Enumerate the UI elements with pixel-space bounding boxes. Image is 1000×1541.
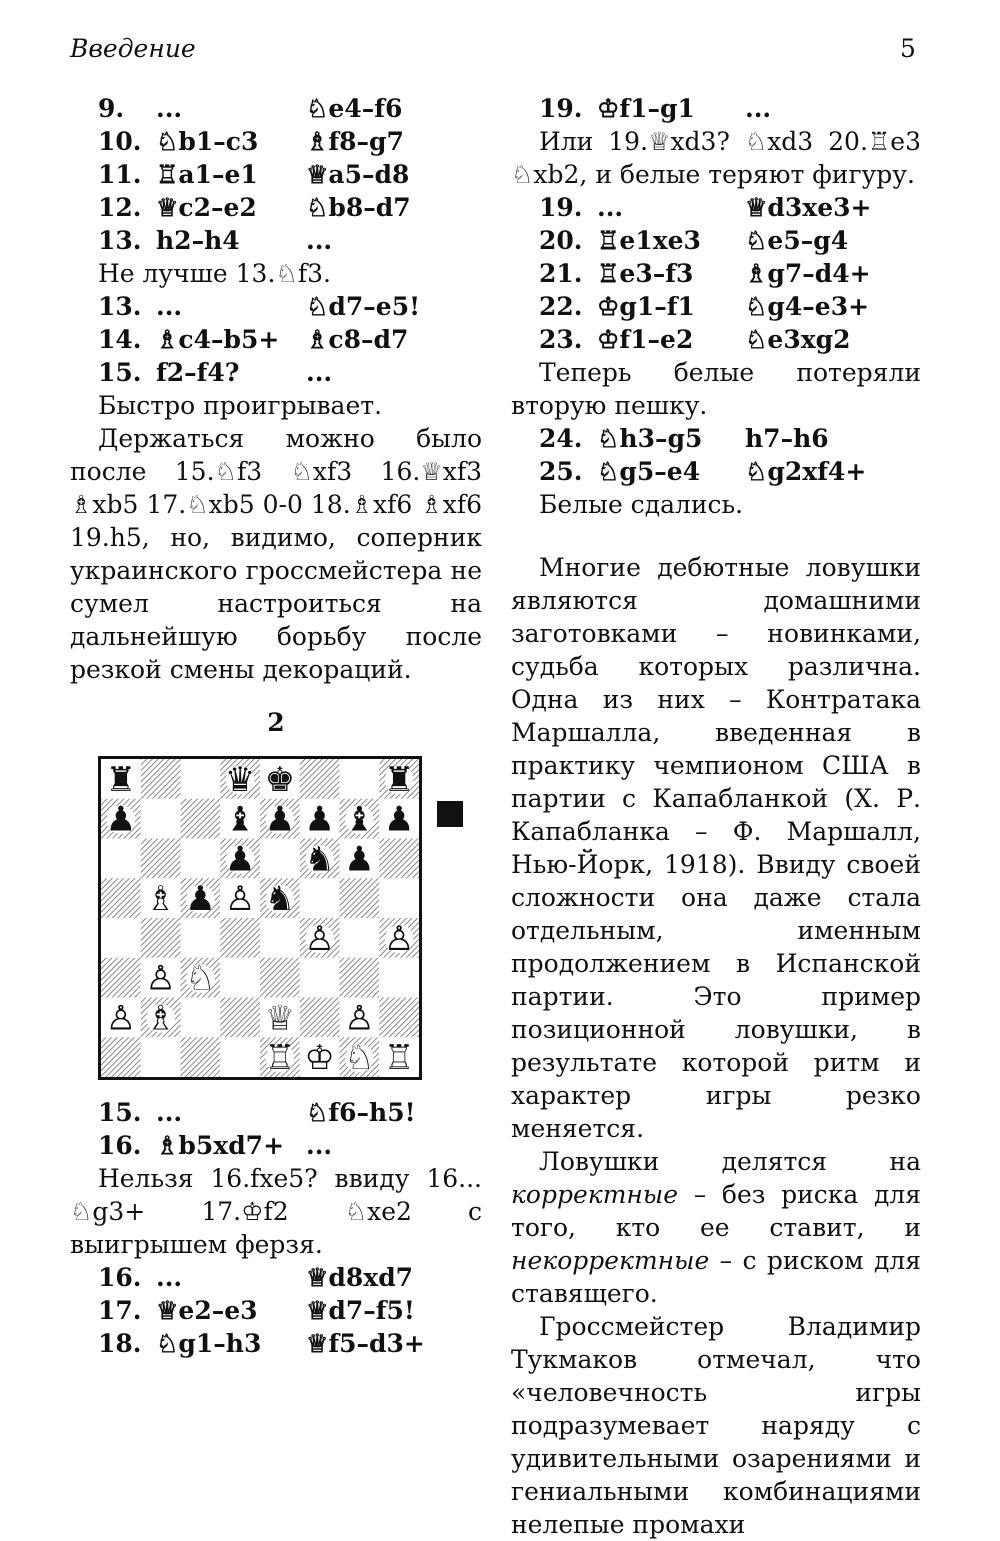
chess-piece-g7: ♝ (344, 799, 375, 840)
light-square (260, 839, 300, 879)
move-row (511, 224, 921, 257)
move-list (70, 1096, 482, 1162)
chess-piece-g6: ♟ (344, 839, 375, 880)
chess-piece-e7: ♟ (264, 799, 296, 840)
move-list (70, 290, 482, 389)
light-square (260, 918, 300, 958)
white-move: ♔g1–f1 (597, 292, 695, 321)
move-number: 11. (98, 160, 142, 189)
text-run: – с риском для ставящего. (511, 1246, 921, 1308)
annotation-text: Белые сдались. (539, 490, 744, 519)
move-row (70, 1261, 482, 1294)
move-number: 12. (98, 193, 142, 222)
move-row (511, 455, 921, 488)
dark-square (379, 998, 419, 1038)
move-number: 16. (98, 1131, 142, 1160)
move-number: 19. (539, 193, 583, 222)
body-paragraph: Гроссмейстер Владимир Тукмаков отмечал, что «человечность игры подразумевает наряду с удивительными озарениями и гениальными комбинациями нелепые промахи (511, 1312, 921, 1539)
chess-piece-c3: ♘ (185, 958, 216, 999)
white-move: ♗b5xd7+ (156, 1131, 285, 1160)
black-move: ♘e4–f6 (306, 94, 403, 123)
dark-square (300, 998, 340, 1038)
move-row (70, 356, 482, 389)
light-square (300, 878, 340, 918)
move-number: 17. (98, 1296, 142, 1325)
move-row (70, 1327, 482, 1360)
chess-piece-f6: ♞ (304, 839, 335, 880)
light-square (220, 958, 260, 998)
annotation-text: Теперь белые потеряли вторую пешку. (511, 358, 921, 420)
text-run: Ловушки делятся на (539, 1147, 921, 1176)
chess-board (98, 756, 422, 1080)
light-square (340, 918, 380, 958)
white-move: ♘b1–c3 (156, 127, 259, 156)
white-move: ... (156, 94, 183, 123)
page-number: 5 (900, 34, 916, 63)
white-move: ♘g5–e4 (597, 457, 701, 486)
annotation-text: Быстро проигрывает. (98, 391, 383, 420)
light-square (340, 759, 380, 799)
light-square (101, 839, 141, 879)
white-move: ♕e2–e3 (156, 1296, 258, 1325)
black-move: ♕f5–d3+ (306, 1329, 425, 1358)
dark-square (260, 958, 300, 998)
white-move: h2–h4 (156, 226, 240, 255)
move-row (511, 290, 921, 323)
move-row (70, 125, 482, 158)
move-number: 10. (98, 127, 142, 156)
move-row (70, 1294, 482, 1327)
running-header: Введение (70, 34, 196, 63)
move-number: 23. (539, 325, 583, 354)
move-number: 14. (98, 325, 142, 354)
chess-piece-b5: ♗ (145, 879, 176, 920)
move-number: 15. (98, 358, 142, 387)
white-move: ♘h3–g5 (597, 424, 703, 453)
move-row (70, 323, 482, 356)
chess-piece-e8: ♚ (264, 759, 296, 800)
black-move: ♗f8–g7 (306, 127, 404, 156)
white-move: f2–f4? (156, 358, 240, 387)
light-square (181, 998, 221, 1038)
chess-board-svg (101, 759, 419, 1077)
chess-piece-d5: ♙ (224, 879, 256, 920)
chess-piece-a7: ♟ (105, 799, 137, 840)
move-list (511, 422, 921, 488)
chess-piece-d8: ♛ (224, 759, 256, 800)
black-to-move-marker (437, 801, 463, 827)
move-number: 25. (539, 457, 583, 486)
white-move: ♔f1–g1 (597, 94, 695, 123)
white-move: ♕c2–e2 (156, 193, 257, 222)
move-list (511, 92, 921, 125)
chess-piece-b3: ♙ (145, 958, 176, 999)
chess-piece-e1: ♖ (264, 1038, 296, 1079)
move-list (70, 1261, 482, 1360)
move-number: 18. (98, 1329, 142, 1358)
white-move: ... (156, 292, 183, 321)
dark-square (220, 998, 260, 1038)
chess-piece-d6: ♟ (224, 839, 256, 880)
text-run: – без риска для того, кто ее ставит, и (511, 1180, 921, 1242)
left-column (70, 92, 482, 1360)
chess-piece-e5: ♞ (264, 879, 296, 920)
body-paragraph (511, 1145, 921, 1310)
chess-piece-d7: ♝ (224, 799, 256, 840)
black-move: ♕d3xe3+ (745, 193, 872, 222)
move-row (70, 1129, 482, 1162)
light-square (141, 1037, 181, 1077)
chess-piece-c5: ♟ (185, 879, 216, 920)
move-list (70, 92, 482, 257)
white-move: ♗c4–b5+ (156, 325, 280, 354)
light-square (181, 918, 221, 958)
black-move: ♘d7–e5! (306, 292, 421, 321)
move-number: 21. (539, 259, 583, 288)
white-move: ♖e1xe3 (597, 226, 701, 255)
italic-term: некорректные (511, 1246, 710, 1275)
dark-square (101, 1037, 141, 1077)
move-row (70, 290, 482, 323)
white-move: ♔f1–e2 (597, 325, 694, 354)
black-move: ♕d7–f5! (306, 1296, 415, 1325)
black-move: ♕d8xd7 (306, 1263, 414, 1292)
move-number: 13. (98, 292, 142, 321)
black-move: ... (745, 94, 772, 123)
light-square (181, 759, 221, 799)
chess-piece-h8: ♜ (383, 759, 415, 800)
black-move: h7–h6 (745, 424, 829, 453)
black-move: ♗c8–d7 (306, 325, 409, 354)
annotation-text: Или 19.♕xd3? ♘xd3 20.♖e3 ♘xb2, и белые теряют фигуру. (511, 127, 921, 189)
light-square (220, 1037, 260, 1077)
chess-piece-g2: ♙ (344, 998, 375, 1039)
move-row (511, 323, 921, 356)
chess-piece-h1: ♖ (383, 1038, 415, 1079)
move-row (70, 191, 482, 224)
dark-square (340, 958, 380, 998)
white-move: ... (156, 1263, 183, 1292)
move-row (511, 422, 921, 455)
white-move: ♖a1–e1 (156, 160, 258, 189)
move-number: 20. (539, 226, 583, 255)
move-list (511, 191, 921, 356)
black-move: ♘f6–h5! (306, 1098, 416, 1127)
annotation-text: Нельзя 16.fxe5? ввиду 16... ♘g3+ 17.♔f2 ♘xe2 с выигрышем ферзя. (70, 1164, 482, 1259)
dark-square (101, 878, 141, 918)
black-move: ... (306, 358, 333, 387)
chess-diagram (70, 756, 482, 1096)
move-row (511, 92, 921, 125)
move-row (70, 92, 482, 125)
dark-square (340, 878, 380, 918)
dark-square (141, 839, 181, 879)
white-move: ... (597, 193, 624, 222)
italic-term: корректные (511, 1180, 679, 1209)
black-move: ♘b8–d7 (306, 193, 411, 222)
light-square (300, 958, 340, 998)
dark-square (181, 799, 221, 839)
move-number: 22. (539, 292, 583, 321)
chess-piece-h4: ♙ (383, 918, 415, 959)
dark-square (101, 958, 141, 998)
black-move: ♘g2xf4+ (745, 457, 867, 486)
white-move: ... (156, 1098, 183, 1127)
move-row (511, 191, 921, 224)
light-square (181, 839, 221, 879)
chess-piece-b2: ♗ (145, 998, 176, 1039)
chess-piece-h7: ♟ (383, 799, 415, 840)
light-square (379, 958, 419, 998)
black-move: ♘e5–g4 (745, 226, 849, 255)
chess-piece-f1: ♔ (304, 1038, 335, 1079)
dark-square (379, 839, 419, 879)
move-number: 9. (98, 94, 125, 123)
annotation-text: Не лучше 13.♘f3. (98, 259, 331, 288)
chess-piece-e2: ♕ (264, 998, 296, 1039)
move-number: 15. (98, 1098, 142, 1127)
black-move: ... (306, 1131, 333, 1160)
chess-piece-f7: ♟ (304, 799, 335, 840)
dark-square (141, 759, 181, 799)
move-number: 13. (98, 226, 142, 255)
black-move: ♕a5–d8 (306, 160, 410, 189)
move-number: 24. (539, 424, 583, 453)
chess-piece-f4: ♙ (304, 918, 335, 959)
black-move: ♗g7–d4+ (745, 259, 871, 288)
body-paragraph: Многие дебютные ловушки являются домашними заготовками – новинками, судьба которых различна. Одна из них – Контратака Маршалла, введенная в практику чемпионом США в партии с Капабланкой (Х. Р. Капабланка – Ф. Маршалл, Нью-Йорк, 1918). Ввиду своей сложности она даже стала отдельным, именным продолжением в Испанской партии. Это пример позиционной ловушки, в результате которой ритм и характер игры резко меняется. (511, 553, 921, 1143)
diagram-number: 2 (267, 708, 285, 737)
light-square (101, 918, 141, 958)
move-row (70, 1096, 482, 1129)
chess-piece-g1: ♘ (344, 1038, 375, 1079)
move-number: 16. (98, 1263, 142, 1292)
chess-piece-a2: ♙ (105, 998, 137, 1039)
white-move: ♖e3–f3 (597, 259, 694, 288)
white-move: ♘g1–h3 (156, 1329, 262, 1358)
black-move: ♘g4–e3+ (745, 292, 870, 321)
black-move: ♘e3xg2 (745, 325, 851, 354)
dark-square (220, 918, 260, 958)
black-move: ... (306, 226, 333, 255)
move-number: 19. (539, 94, 583, 123)
light-square (379, 878, 419, 918)
move-row (511, 257, 921, 290)
move-row (70, 158, 482, 191)
dark-square (141, 918, 181, 958)
move-row (70, 224, 482, 257)
right-column (511, 92, 921, 1541)
light-square (141, 799, 181, 839)
chess-piece-a8: ♜ (105, 759, 137, 800)
dark-square (181, 1037, 221, 1077)
dark-square (300, 759, 340, 799)
annotation-text: Держаться можно было после 15.♘f3 ♘xf3 16.♕xf3 ♗xb5 17.♘xb5 0-0 18.♗xf6 ♗xf6 19.h5, но, видимо, соперник украинского гроссмейстера не сумел настроиться на дальнейшую борьбу после резкой смены декораций. (70, 424, 482, 684)
